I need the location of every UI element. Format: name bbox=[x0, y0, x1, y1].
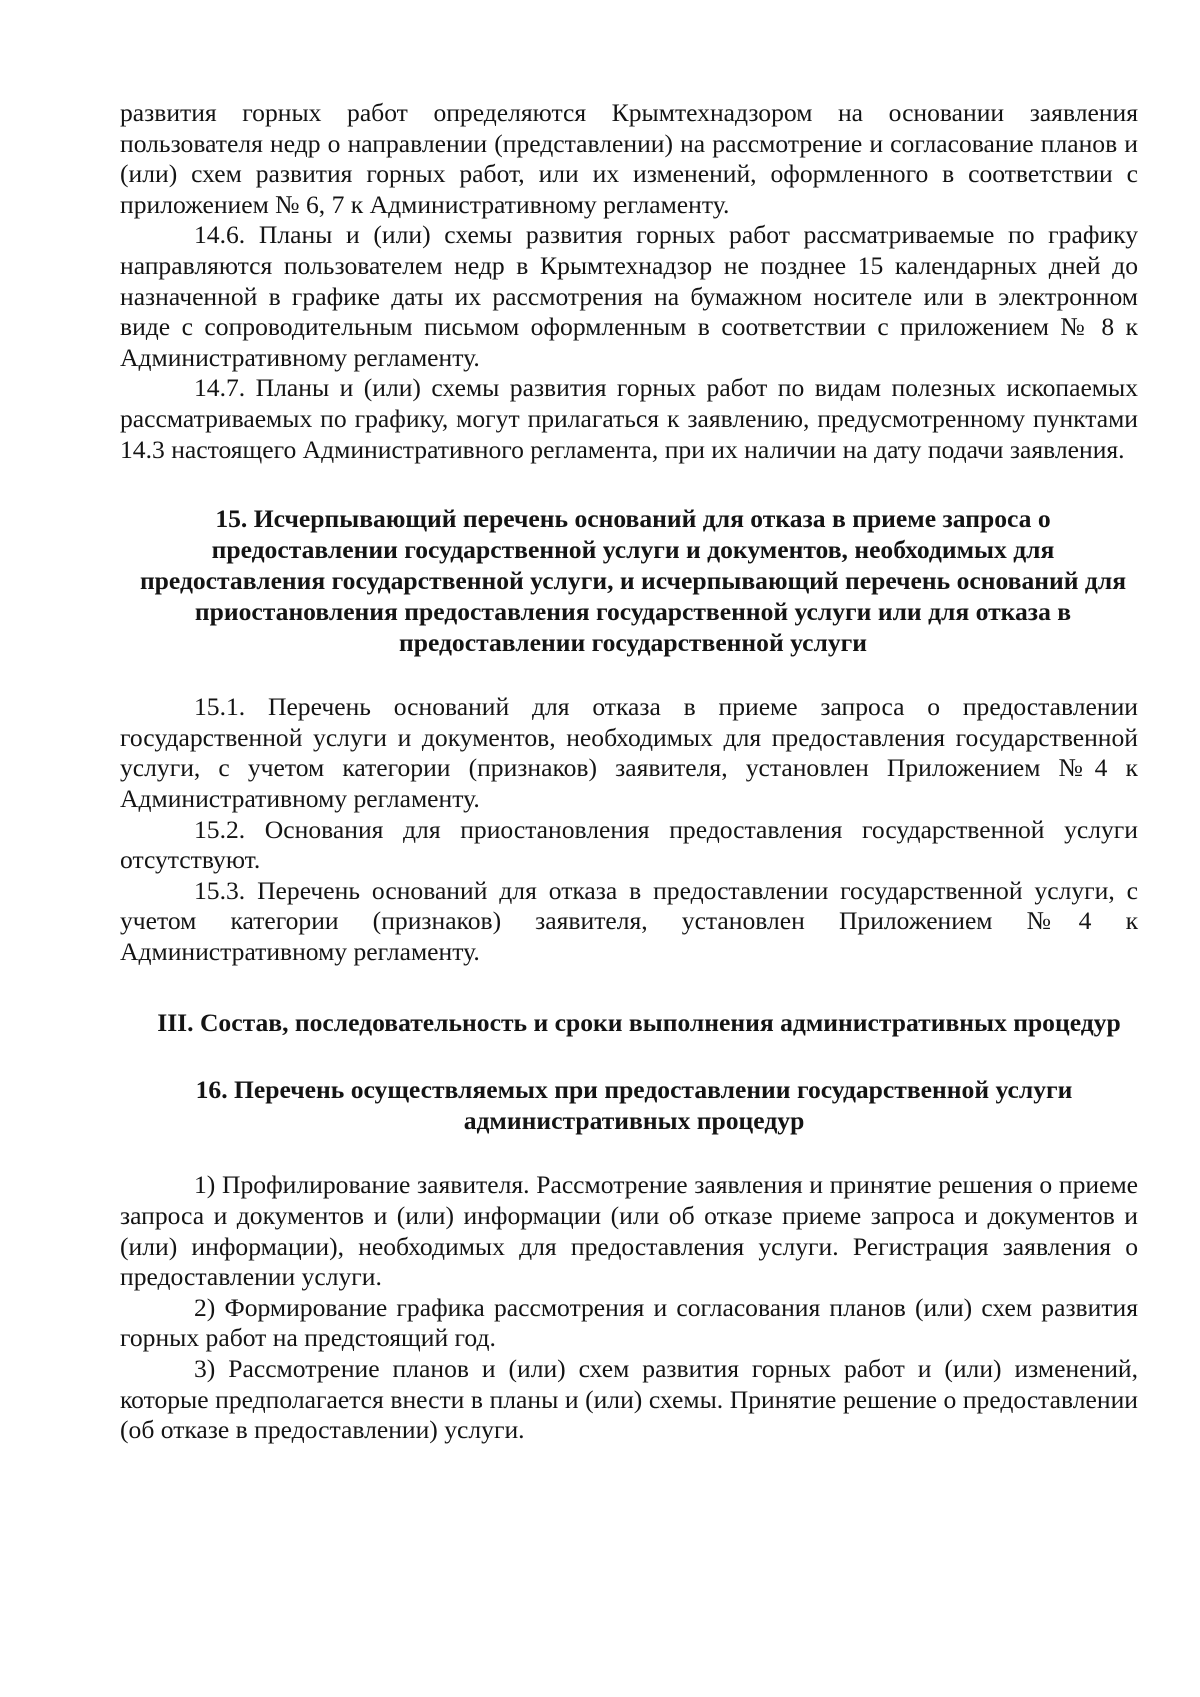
intro-paragraph: развития горных работ определяются Крымтехнадзором на основании заявления пользователя недр о направлении (представлении) на рассмотрение и согласование планов и (или) схем развития горных работ, или их изменений, оформленного в соответствии с приложением № 6, 7 к Административному регламенту. bbox=[120, 98, 1138, 219]
paragraph-15-3: 15.3. Перечень оснований для отказа в предоставлении государственной услуги, с учетом категории (признаков) заявителя, установлен Приложением №4 к Административному регламенту. bbox=[120, 875, 1138, 966]
procedure-item-1: 1) Профилирование заявителя. Рассмотрение заявления и принятие решения о приеме запроса и документов и (или) информации (или об отказе приеме запроса и документов и (или) информации), необходимых для предоставления услуги. Регистрация заявления о предоставлении услуги. bbox=[120, 1170, 1138, 1292]
paragraph-14-6: 14.6. Планы и (или) схемы развития горных работ рассматриваемые по графику направляются пользователем недр в Крымтехнадзор не позднее 15 календарных дней до назначенной в графике даты их рассмотрения на бумажном носителе или в электронном виде с сопроводительным письмом оформленным в соответствии с приложением № 8 к Административному регламенту. bbox=[120, 220, 1138, 372]
section-16-heading: 16. Перечень осуществляемых при предоставлении государственной услуги административных процедур bbox=[195, 1075, 1073, 1136]
document-page bbox=[120, 98, 1138, 1446]
procedure-item-3: 3) Рассмотрение планов и (или) схем развития горных работ и (или) изменений, которые предполагается внести в планы и (или) схемы. Принятие решение о предоставлении (об отказе в предоставлении) услуги. bbox=[120, 1354, 1138, 1445]
paragraph-15-2: 15.2. Основания для приостановления предоставления государственной услуги отсутствуют. bbox=[120, 814, 1138, 875]
paragraph-15-1: 15.1. Перечень оснований для отказа в приеме запроса о предоставлении государственной услуги и документов, необходимых для предоставления государственной услуги, с учетом категории (признаков) заявителя, установлен Приложением №4 к Административному регламенту. bbox=[120, 692, 1138, 813]
section-15-heading: 15. Исчерпывающий перечень оснований для отказа в приеме запроса о предоставлении государственной услуги и документов, необходимых для предоставления государственной услуги, и исчерпывающий перечень оснований для приостановления предоставления государственной услуги или для отказа в предоставлении государственной услуги bbox=[139, 504, 1127, 658]
paragraph-14-7: 14.7. Планы и (или) схемы развития горных работ по видам полезных ископаемых рассматриваемых по графику, могут прилагаться к заявлению, предусмотренному пунктами 14.3 настоящего Административного регламента, при их наличии на дату подачи заявления. bbox=[120, 373, 1138, 464]
chapter-iii-heading: III. Состав, последовательность и сроки выполнения административных процедур bbox=[157, 1008, 1121, 1038]
procedure-item-2: 2) Формирование графика рассмотрения и согласования планов (или) схем развития горных работ на предстоящий год. bbox=[120, 1292, 1138, 1353]
